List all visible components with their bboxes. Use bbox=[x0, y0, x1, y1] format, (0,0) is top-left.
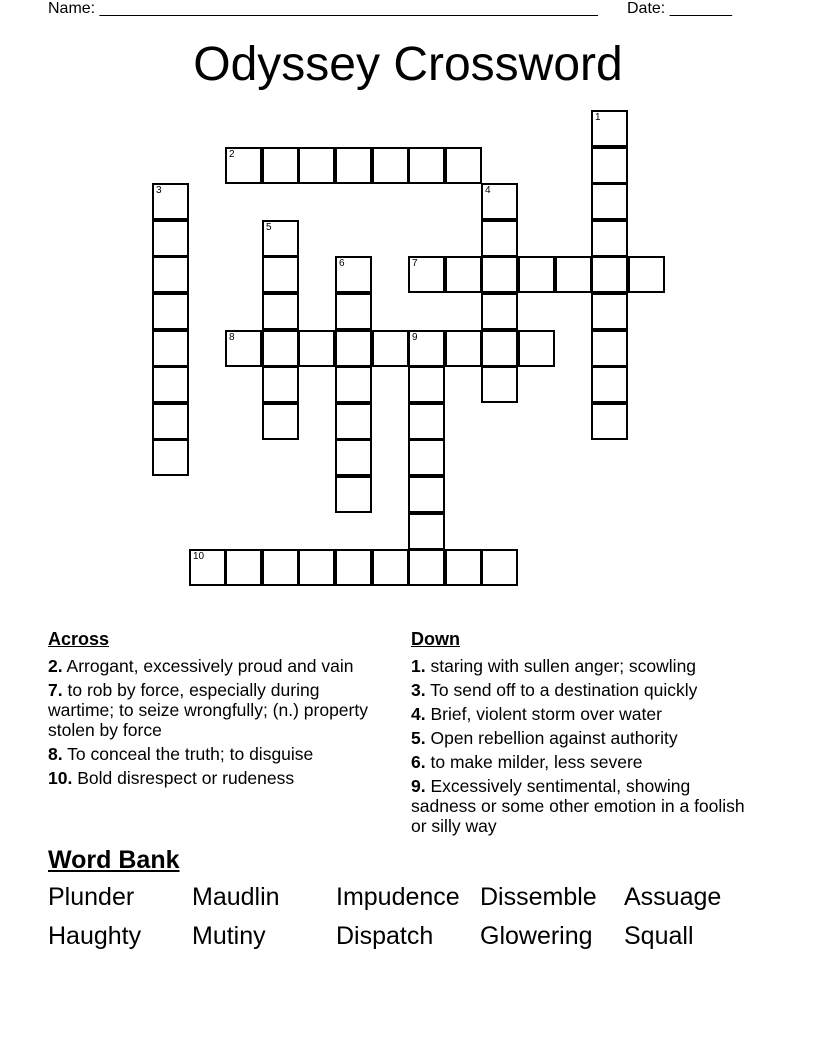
clue-text: Brief, violent storm over water bbox=[430, 704, 662, 724]
word-bank-item: Dissemble bbox=[480, 883, 597, 911]
word-bank-item: Mutiny bbox=[192, 922, 266, 950]
down-clues bbox=[411, 628, 756, 840]
crossword-cell[interactable] bbox=[481, 330, 518, 367]
down-heading: Down bbox=[411, 629, 460, 649]
clue-number: 3. bbox=[411, 680, 426, 700]
word-bank-item: Glowering bbox=[480, 922, 593, 950]
crossword-cell[interactable] bbox=[262, 549, 299, 586]
crossword-cell[interactable] bbox=[628, 256, 665, 293]
crossword-cell[interactable] bbox=[262, 147, 299, 184]
down-clue bbox=[411, 680, 756, 700]
clue-number: 10. bbox=[48, 768, 73, 788]
word-bank-item: Assuage bbox=[624, 883, 722, 911]
crossword-cell[interactable] bbox=[481, 256, 518, 293]
crossword-cell[interactable] bbox=[152, 183, 189, 220]
clue-number: 9. bbox=[411, 776, 426, 796]
crossword-cell[interactable] bbox=[591, 403, 628, 440]
crossword-cell[interactable] bbox=[481, 366, 518, 403]
page-title: Odyssey Crossword bbox=[193, 38, 623, 91]
cell-number: 6 bbox=[339, 258, 345, 269]
crossword-cell[interactable] bbox=[408, 513, 445, 550]
clue-text: Open rebellion against authority bbox=[430, 728, 678, 748]
crossword-cell[interactable] bbox=[591, 256, 628, 293]
crossword-cell[interactable] bbox=[262, 403, 299, 440]
crossword-cell[interactable] bbox=[591, 147, 628, 184]
cell-number: 9 bbox=[412, 332, 418, 343]
crossword-cell[interactable] bbox=[408, 147, 445, 184]
clue-text: to rob by force, especially during wartime; to seize wrongfully; (n.) property stolen by force bbox=[48, 680, 368, 740]
cell-number: 4 bbox=[485, 185, 491, 196]
crossword-cell[interactable] bbox=[225, 549, 262, 586]
word-bank bbox=[48, 882, 788, 951]
crossword-cell[interactable] bbox=[335, 403, 372, 440]
across-clue bbox=[48, 656, 378, 676]
crossword-cell[interactable] bbox=[591, 220, 628, 257]
crossword-cell[interactable] bbox=[335, 439, 372, 476]
crossword-cell[interactable] bbox=[445, 549, 482, 586]
cell-number: 7 bbox=[412, 258, 418, 269]
crossword-cell[interactable] bbox=[152, 439, 189, 476]
cell-number: 8 bbox=[229, 332, 235, 343]
down-clue bbox=[411, 728, 756, 748]
crossword-cell[interactable] bbox=[591, 366, 628, 403]
down-clue bbox=[411, 776, 756, 836]
crossword-cell[interactable] bbox=[335, 293, 372, 330]
crossword-cell[interactable] bbox=[445, 330, 482, 367]
clue-text: Excessively sentimental, showing sadness or some other emotion in a foolish or silly way bbox=[411, 776, 745, 836]
crossword-cell[interactable] bbox=[152, 220, 189, 257]
crossword-cell[interactable] bbox=[481, 220, 518, 257]
clue-text: staring with sullen anger; scowling bbox=[430, 656, 697, 676]
crossword-cell[interactable] bbox=[445, 256, 482, 293]
down-clue bbox=[411, 752, 756, 772]
cell-number: 3 bbox=[156, 185, 162, 196]
crossword-cell[interactable] bbox=[408, 366, 445, 403]
word-bank-item: Plunder bbox=[48, 883, 135, 911]
clue-text: Bold disrespect or rudeness bbox=[77, 768, 295, 788]
clue-number: 8. bbox=[48, 744, 63, 764]
crossword-cell[interactable] bbox=[481, 293, 518, 330]
clue-text: To conceal the truth; to disguise bbox=[67, 744, 314, 764]
crossword-cell[interactable] bbox=[408, 256, 445, 293]
crossword-cell[interactable] bbox=[262, 256, 299, 293]
crossword-cell[interactable] bbox=[408, 549, 445, 586]
crossword-cell[interactable] bbox=[152, 403, 189, 440]
word-bank-item: Impudence bbox=[336, 883, 460, 911]
crossword-cell[interactable] bbox=[298, 147, 335, 184]
across-clue bbox=[48, 680, 378, 740]
across-clue bbox=[48, 768, 378, 788]
name-field-label: Name: ________________________________________________________ bbox=[48, 0, 598, 17]
crossword-cell[interactable] bbox=[262, 293, 299, 330]
word-bank-title: Word Bank bbox=[48, 846, 180, 874]
down-clue bbox=[411, 704, 756, 724]
crossword-cell[interactable] bbox=[481, 549, 518, 586]
crossword-cell[interactable] bbox=[335, 549, 372, 586]
crossword-cell[interactable] bbox=[298, 330, 335, 367]
clue-text: Arrogant, excessively proud and vain bbox=[66, 656, 354, 676]
cell-number: 1 bbox=[595, 112, 601, 123]
crossword-cell[interactable] bbox=[408, 403, 445, 440]
clue-text: to make milder, less severe bbox=[430, 752, 643, 772]
crossword-cell[interactable] bbox=[372, 147, 409, 184]
clue-number: 6. bbox=[411, 752, 426, 772]
word-bank-item: Dispatch bbox=[336, 922, 434, 950]
across-clue bbox=[48, 744, 378, 764]
crossword-cell[interactable] bbox=[152, 293, 189, 330]
across-clues bbox=[48, 628, 378, 792]
word-bank-item: Haughty bbox=[48, 922, 142, 950]
crossword-cell[interactable] bbox=[262, 330, 299, 367]
crossword-cell[interactable] bbox=[189, 549, 226, 586]
crossword-cell[interactable] bbox=[335, 147, 372, 184]
crossword-cell[interactable] bbox=[262, 366, 299, 403]
crossword-cell[interactable] bbox=[481, 183, 518, 220]
cell-number: 10 bbox=[193, 551, 205, 562]
crossword-cell[interactable] bbox=[225, 147, 262, 184]
word-bank-item: Maudlin bbox=[192, 883, 280, 911]
clue-number: 5. bbox=[411, 728, 426, 748]
cell-number: 2 bbox=[229, 149, 235, 160]
across-heading: Across bbox=[48, 629, 110, 649]
crossword-cell[interactable] bbox=[408, 476, 445, 513]
clue-number: 4. bbox=[411, 704, 426, 724]
crossword-cell[interactable] bbox=[335, 366, 372, 403]
crossword-cell[interactable] bbox=[152, 366, 189, 403]
clue-number: 7. bbox=[48, 680, 63, 700]
crossword-cell[interactable] bbox=[298, 549, 335, 586]
cell-number: 5 bbox=[266, 222, 272, 233]
clue-number: 1. bbox=[411, 656, 426, 676]
crossword-cell[interactable] bbox=[591, 330, 628, 367]
down-clue bbox=[411, 656, 756, 676]
crossword-cell[interactable] bbox=[591, 183, 628, 220]
clue-text: To send off to a destination quickly bbox=[430, 680, 698, 700]
crossword-cell[interactable] bbox=[152, 330, 189, 367]
date-field-label: Date: _______ bbox=[627, 0, 732, 17]
crossword-cell[interactable] bbox=[152, 256, 189, 293]
clue-number: 2. bbox=[48, 656, 63, 676]
crossword-cell[interactable] bbox=[518, 330, 555, 367]
crossword-cell[interactable] bbox=[408, 330, 445, 367]
crossword-cell[interactable] bbox=[408, 439, 445, 476]
crossword-cell[interactable] bbox=[335, 330, 372, 367]
crossword-cell[interactable] bbox=[445, 147, 482, 184]
crossword-cell[interactable] bbox=[591, 293, 628, 330]
crossword-cell[interactable] bbox=[225, 330, 262, 367]
crossword-cell[interactable] bbox=[335, 256, 372, 293]
crossword-cell[interactable] bbox=[372, 549, 409, 586]
crossword-cell[interactable] bbox=[555, 256, 592, 293]
crossword-cell[interactable] bbox=[518, 256, 555, 293]
word-bank-item: Squall bbox=[624, 922, 694, 950]
crossword-cell[interactable] bbox=[372, 330, 409, 367]
crossword-cell[interactable] bbox=[591, 110, 628, 147]
crossword-cell[interactable] bbox=[335, 476, 372, 513]
crossword-cell[interactable] bbox=[262, 220, 299, 257]
